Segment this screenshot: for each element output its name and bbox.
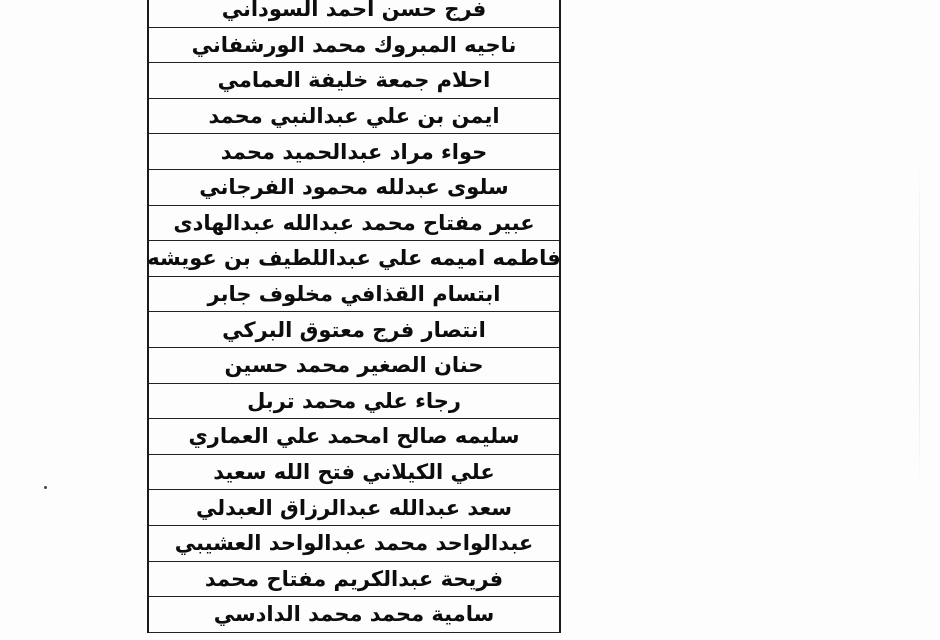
name-cell: سلوى عبدلله محمود الفرجاني	[199, 175, 509, 200]
table-row	[149, 277, 559, 313]
table-row	[149, 562, 559, 598]
name-cell: ايمن بن علي عبدالنبي محمد	[208, 104, 500, 129]
name-cell: عبدالواحد محمد عبدالواحد العشيبي	[174, 531, 534, 556]
names-table	[147, 0, 561, 633]
name-cell: سامية محمد محمد الدادسي	[213, 602, 495, 627]
scan-edge-shadow	[919, 160, 920, 490]
name-cell: علي الكيلاني فتح الله سعيد	[213, 460, 495, 485]
table-row	[149, 348, 559, 384]
name-cell: فرج حسن احمد السوداني	[221, 0, 487, 22]
name-cell: عبير مفتاح محمد عبدالله عبدالهادى	[173, 210, 535, 235]
table-row	[149, 0, 559, 28]
name-cell: سليمه صالح امحمد علي العماري	[188, 424, 520, 449]
name-cell: رجاء علي محمد تربل	[247, 388, 461, 413]
name-cell: احلام جمعة خليفة العمامي	[217, 68, 491, 93]
name-cell: حواء مراد عبدالحميد محمد	[220, 139, 488, 164]
name-cell: حنان الصغير محمد حسين	[224, 353, 484, 378]
table-row	[149, 419, 559, 455]
table-row	[149, 241, 559, 277]
table-row	[149, 490, 559, 526]
name-cell: فاطمه اميمه علي عبداللطيف بن عويشه	[147, 246, 561, 271]
table-row	[149, 526, 559, 562]
scan-speck	[44, 486, 47, 489]
table-row	[149, 63, 559, 99]
table-row	[149, 170, 559, 206]
table-row	[149, 312, 559, 348]
table-row	[149, 384, 559, 420]
table-row	[149, 134, 559, 170]
name-cell: ناجيه المبروك محمد الورشفاني	[191, 32, 517, 57]
name-cell: فريحة عبدالكريم مفتاح محمد	[204, 566, 504, 591]
table-row	[149, 455, 559, 491]
name-cell: ابتسام القذافي مخلوف جابر	[207, 282, 501, 307]
table-row	[149, 597, 559, 633]
table-row	[149, 206, 559, 242]
table-row	[149, 28, 559, 64]
name-cell: انتصار فرج معتوق البركي	[222, 317, 486, 342]
table-row	[149, 99, 559, 135]
name-cell: سعد عبدالله عبدالرزاق العبدلي	[195, 495, 513, 520]
